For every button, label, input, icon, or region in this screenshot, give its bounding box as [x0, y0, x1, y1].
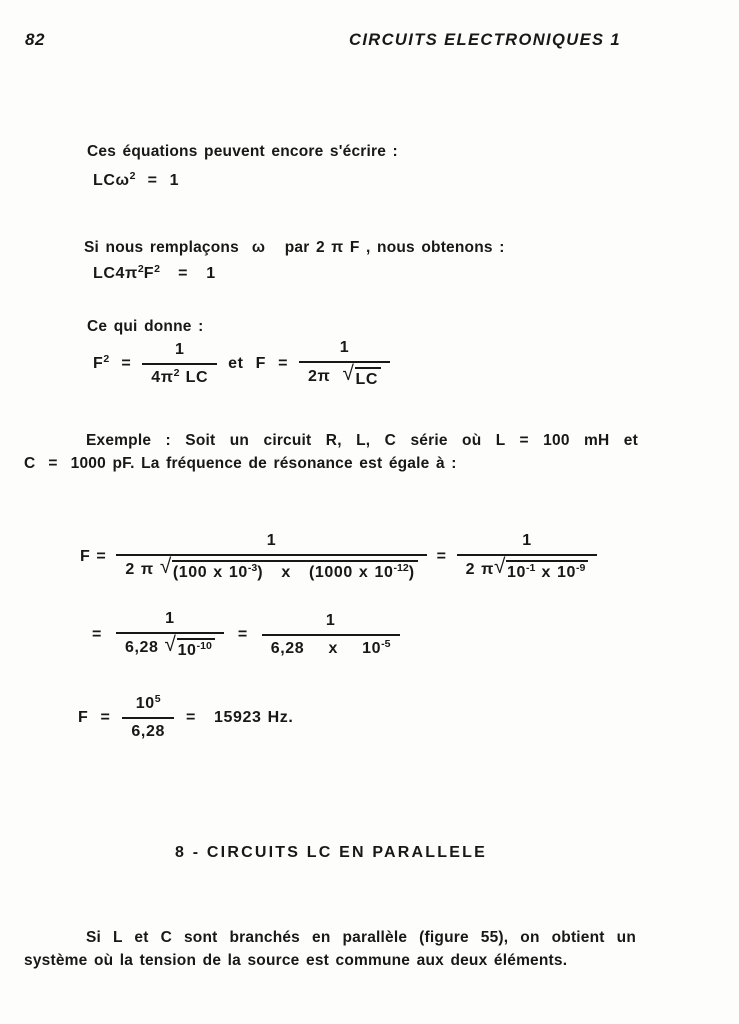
- fraction-numerator: 1: [325, 612, 336, 629]
- equals-sign: =: [92, 626, 102, 643]
- paragraph-replace-omega: Si nous remplaçons ω par 2 π F , nous obtenons :: [84, 239, 505, 256]
- equation-example-step1: [80, 531, 597, 583]
- section-heading-circuits-lc-parallele: 8 - CIRCUITS LC EN PARALLELE: [175, 844, 487, 861]
- fraction-numerator: 1: [174, 341, 185, 358]
- equation-result: = 15923 Hz.: [185, 709, 294, 726]
- sqrt-radical-sign: √: [159, 555, 172, 578]
- equals-sign: =: [436, 548, 447, 565]
- running-header-title: CIRCUITS ELECTRONIQUES 1: [349, 31, 621, 49]
- equation-lc-omega: LCω$^2$ = 1: [93, 170, 180, 189]
- equation-connector: et F =: [228, 355, 289, 372]
- page-number: 82: [25, 30, 45, 49]
- fraction-denominator: 2 π √ (100 x $10^{-3}$) x (1000 x $10^{-12}$): [116, 554, 426, 583]
- fraction-numerator: 1: [339, 339, 350, 356]
- sqrt-radical-sign: √: [164, 633, 177, 656]
- fraction-denominator: 6,28: [122, 717, 174, 742]
- fraction: [262, 611, 400, 659]
- fraction-numerator: $10^5$: [135, 693, 161, 712]
- sqrt-radical-sign: √: [342, 362, 355, 385]
- fraction-denominator: 2 π √ $10^{-1}$ x $10^{-9}$: [457, 554, 598, 583]
- fraction: [116, 609, 224, 661]
- paragraph-example-line1: Exemple : Soit un circuit R, L, C série où L = 100 mH et: [86, 432, 638, 449]
- equation-lhs: F =: [80, 548, 107, 565]
- fraction: [142, 340, 217, 388]
- paragraph-parallel-line2: système où la tension de la source est commune aux deux éléments.: [24, 952, 568, 969]
- paragraph-example-line2: C = 1000 pF. La fréquence de résonance est égale à :: [24, 455, 457, 472]
- equation-lhs: F =: [78, 709, 111, 726]
- equation-lhs: $F^2$ =: [93, 353, 132, 372]
- fraction-numerator: 1: [266, 532, 277, 549]
- fraction-denominator: $4\pi^2$ LC: [142, 363, 217, 388]
- equation-example-step2: [92, 609, 400, 661]
- fraction-denominator: 6,28 x $10^{-5}$: [262, 634, 400, 659]
- sqrt-radical-sign: √: [494, 555, 507, 578]
- paragraph-parallel-line1: Si L et C sont branchés en parallèle (figure 55), on obtient un: [86, 929, 636, 946]
- fraction-numerator: 1: [522, 532, 532, 549]
- fraction: [299, 338, 390, 390]
- equation-example-result: [78, 694, 293, 742]
- paragraph-equations-intro: Ces équations peuvent encore s'écrire :: [87, 143, 398, 160]
- fraction: [116, 531, 426, 583]
- equation-lc-4pi2f2: $LC4\pi^2F^2 = 1$: [93, 263, 216, 282]
- equation-f-squared: [93, 338, 390, 390]
- fraction: [122, 694, 174, 742]
- fraction-denominator: 6,28 √ $10^{-10}$: [116, 632, 224, 661]
- paragraph-ce-qui-donne: Ce qui donne :: [87, 318, 204, 335]
- fraction: [457, 531, 598, 583]
- fraction-denominator: 2π √ LC: [299, 361, 390, 390]
- fraction-numerator: 1: [165, 610, 175, 627]
- equals-sign: =: [237, 626, 248, 643]
